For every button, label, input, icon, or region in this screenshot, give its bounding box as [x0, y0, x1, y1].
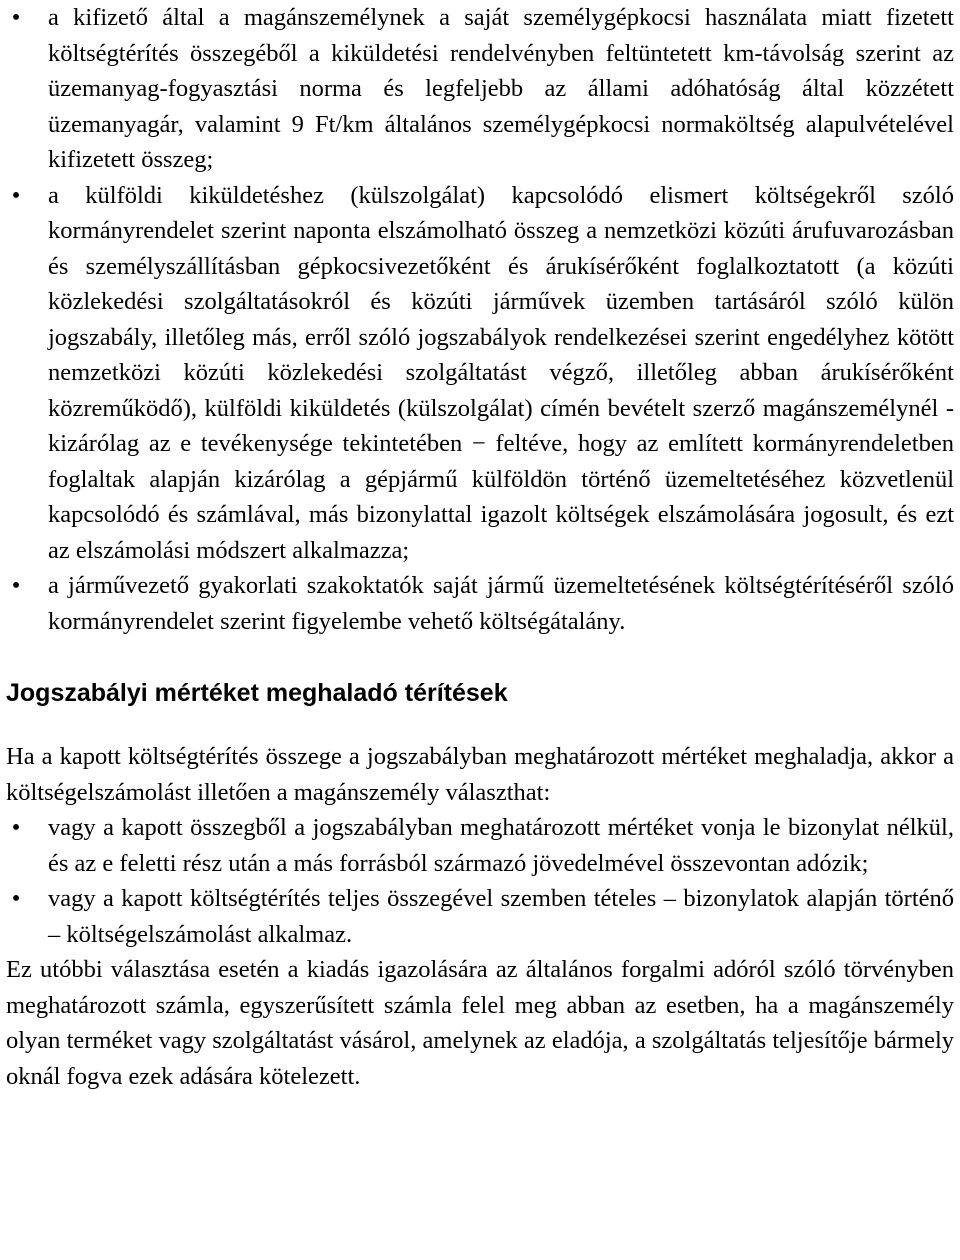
bullet-marker: • [11, 885, 21, 912]
list-item [6, 178, 954, 569]
intro-paragraph: Ha a kapott költségtérítés összege a jogszabályban meghatározott mértéket meghaladja, akkor a költségelszámolást illetően a magánszemély választhat: [6, 743, 954, 806]
closing-paragraph: Ez utóbbi választása esetén a kiadás igazolására az általános forgalmi adóról szóló törvényben meghatározott számla, egyszerűsített számla felel meg abban az esetben, ha a magánszemély olyan terméket vagy szolgáltatást vásárol, amelynek az eladója, a szolgáltatás teljesítője bármely oknál fogva ezek adására kötelezett. [6, 956, 954, 1090]
expense-exemption-list [6, 0, 954, 639]
section-heading: Jogszabályi mértéket meghaladó térítések [6, 679, 508, 707]
list-item-text: a járművezető gyakorlati szakoktatók saját jármű üzemeltetésének költségtérítéséről szóló kormányrendelet szerint figyelembe vehető költségátalány. [48, 572, 954, 635]
list-item-text: a kifizető által a magánszemélynek a saját személygépkocsi használata miatt fizetett költségtérítés összegéből a kiküldetési rendelvényben feltüntetett km-távolság szerint az üzemanyag-fogyasztási norma és legfeljebb az állami adóhatóság által közzétett üzemanyagár, valamint 9 Ft/km általános személygépkocsi normaköltség alapulvételével kifizetett összeg; [48, 4, 954, 173]
list-item [6, 568, 954, 639]
choice-list [6, 810, 954, 952]
bullet-marker: • [11, 572, 21, 599]
list-item-text: vagy a kapott költségtérítés teljes összegével szemben tételes – bizonylatok alapján történő – költségelszámolást alkalmaz. [48, 885, 954, 948]
bullet-marker: • [11, 814, 21, 841]
list-item [6, 0, 954, 178]
list-item [6, 810, 954, 881]
list-item-text: vagy a kapott összegből a jogszabályban meghatározott mértéket vonja le bizonylat nélkül, és az e feletti rész után a más forrásból származó jövedelmével összevontan adózik; [48, 814, 954, 877]
list-item [6, 881, 954, 952]
bullet-marker: • [11, 4, 21, 31]
bullet-marker: • [11, 181, 21, 209]
list-item-text: a külföldi kiküldetéshez (külszolgálat) kapcsolódó elismert költségekről szóló kormányrendelet szerint naponta elszámolható összeg a nemzetközi közúti árufuvarozásban és személyszállításban gépkocsivezetőként és árukísérőként foglalkoztatott (a közúti közlekedési szolgáltatásokról és közúti járművek üzemben tartásáról szóló külön jogszabály, illetőleg más, erről szóló jogszabályok rendelkezései szerint engedélyhez kötött nemzetközi közúti közlekedési szolgáltatást végző, illetőleg abban árukísérőként közreműködő), külföldi kiküldetés (külszolgálat) címén bevételt szerző magánszemélynél - kizárólag az e tevékenysége tekintetében − feltéve, hogy az említett kormányrendeletben foglaltak alapján kizárólag a gépjármű külföldön történő üzemeltetéséhez közvetlenül kapcsolódó és számlával, más bizonylattal igazolt költségek elszámolására jogosult, és ezt az elszámolási módszert alkalmazza; [48, 181, 954, 564]
